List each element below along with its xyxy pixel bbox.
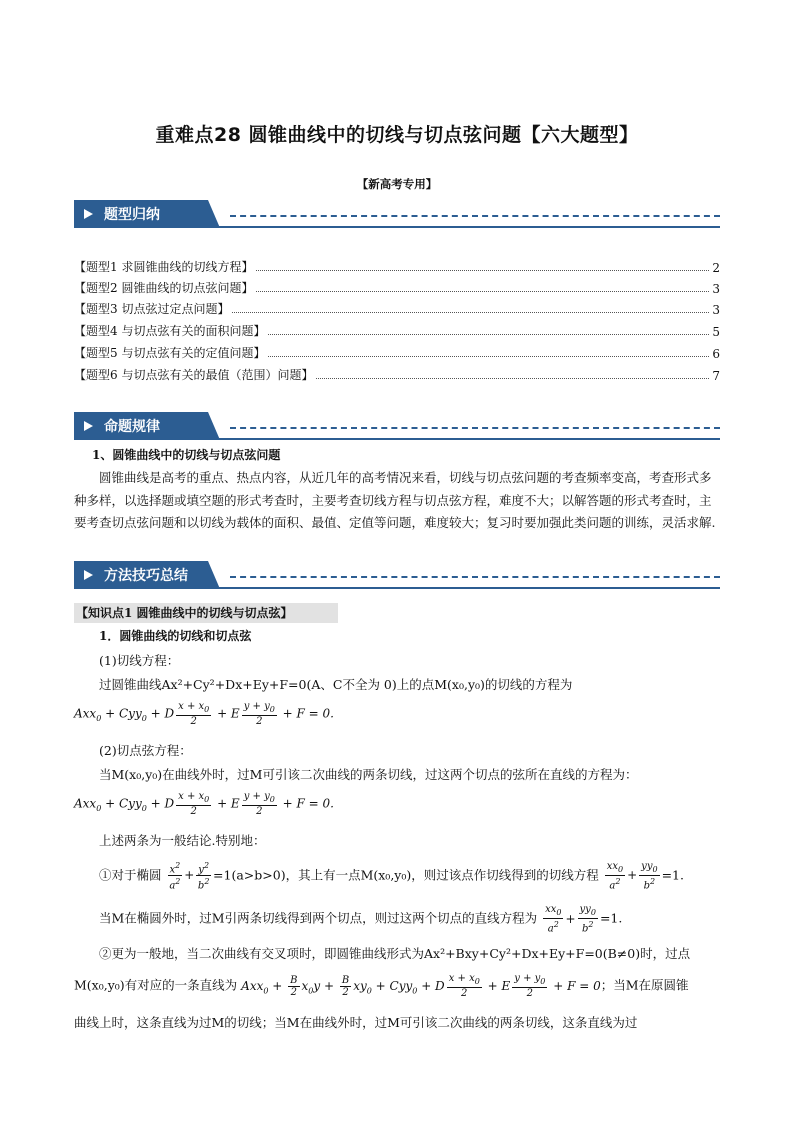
- chord-formula: Axx$_0$ + Cyy$_0$ + D $\frac{x + x_0}{2}$ + E $\frac{y + y_0}{2}$ + F = 0.: [74, 791, 334, 817]
- toc-label: 【题型5 与切点弦有关的定值问题】: [74, 346, 266, 360]
- polar-text-b: ；当M在原圆锥: [600, 977, 689, 993]
- section-header-method: [74, 561, 720, 589]
- toc-page: 3: [712, 282, 720, 296]
- knowledge-point-label: 【知识点1 圆锥曲线中的切线与切点弦】: [74, 603, 338, 623]
- ellipse-formula: $\frac{x^2}{a^2}$ + $\frac{y^2}{b^2}$: [169, 861, 210, 892]
- toc-item[interactable]: [74, 257, 720, 275]
- toc-item[interactable]: [74, 299, 720, 317]
- toc-item[interactable]: [74, 343, 720, 361]
- tangent-title: (1)切线方程：: [99, 653, 180, 668]
- toc-leader: [256, 270, 709, 271]
- tangent-formula: Axx$_0$ + Cyy$_0$ + D $\frac{x + x_0}{2}$ + E $\frac{y + y_0}{2}$ + F = 0.: [74, 701, 334, 727]
- general-note: 上述两条为一般结论.特别地：: [99, 833, 266, 848]
- chord-title: (2)切点弦方程：: [99, 743, 192, 758]
- toc-leader: [268, 356, 709, 357]
- polar-formula: Axx$_0$ + $\frac{B}{2}$ $x_0y$ + $\frac{B}{2}$ $xy_0 + Cyy_0 + D$ $\frac{x + x_0}{2}$ + E $\frac{y + y_0}{2}$ + F = 0: [241, 973, 601, 999]
- underline-bar: [74, 587, 720, 589]
- ellipse-tangent-line: [99, 860, 684, 892]
- method-heading: 1．圆锥曲线的切线和切点弦: [99, 629, 252, 643]
- ellipse-text-c: =1.: [661, 867, 684, 883]
- toc-page: 3: [712, 303, 720, 317]
- play-arrow-icon: [84, 209, 93, 219]
- page-title: 重难点28 圆锥曲线中的切线与切点弦问题【六大题型】: [155, 124, 639, 146]
- polar-line: [74, 973, 689, 999]
- toc-label: 【题型6 与切点弦有关的最值（范围）问题】: [74, 368, 314, 382]
- toc-leader: [268, 334, 709, 335]
- toc-page: 2: [712, 261, 720, 275]
- toc-leader: [316, 378, 709, 379]
- play-arrow-icon: [84, 570, 93, 580]
- dash-divider: [230, 576, 720, 578]
- law-heading: 1、圆锥曲线中的切线与切点弦问题: [92, 448, 281, 462]
- toc-page: 5: [712, 325, 720, 339]
- toc-page: 7: [712, 369, 720, 383]
- tangent-desc: 过圆锥曲线Ax²+Cy²+Dx+Ey+F=0(A、C不全为 0)上的点M(x₀,y₀)的切线的方程为: [99, 677, 573, 692]
- chord-desc: 当M(x₀,y₀)在曲线外时，过M可引该二次曲线的两条切线，过这两个切点的弦所在直线的方程为：: [99, 767, 638, 782]
- toc-label: 【题型4 与切点弦有关的面积问题】: [74, 324, 266, 338]
- toc-label: 【题型1 求圆锥曲线的切线方程】: [74, 260, 254, 274]
- toc-leader: [232, 312, 709, 313]
- ellipse-text-a: ①对于椭圆: [99, 867, 162, 883]
- law-paragraph: 圆锥曲线是高考的重点、热点内容，从近几年的高考情况来看，切线与切点弦问题的考查频率变高，考查形式多种多样，以选择题或填空题的形式考查时，主要考查切线方程与切点弦方程，难度不大；以解答题的形式考查时，主要考查切点弦问题和以切线为载体的面积、最值、定值等问题，难度较大；复习时要加强此类问题的训练，灵活求解.: [74, 470, 716, 530]
- section-header-types: [74, 200, 720, 228]
- ellipse-chord-text: 当M在椭圆外时，过M引两条切线得到两个切点，则过这两个切点的直线方程为: [99, 910, 538, 926]
- dash-divider: [230, 427, 720, 429]
- ellipse-tangent-formula: $\frac{xx_0}{a^2}$ + $\frac{yy_0}{b^2}$: [606, 860, 658, 891]
- toc-leader: [256, 291, 709, 292]
- subtitle: 【新高考专用】: [356, 177, 438, 191]
- underline-bar: [74, 438, 720, 440]
- toc-page: 6: [712, 347, 720, 361]
- toc-item[interactable]: [74, 365, 720, 383]
- ellipse-chord-end: =1.: [599, 910, 623, 926]
- ellipse-chord-formula: $\frac{xx_0}{a^2}$ + $\frac{yy_0}{b^2}$: [545, 904, 596, 935]
- play-arrow-icon: [84, 421, 93, 431]
- underline-bar: [74, 226, 720, 228]
- toc-item[interactable]: [74, 321, 720, 339]
- toc-label: 【题型2 圆锥曲线的切点弦问题】: [74, 281, 254, 295]
- polar-text-a: M(x₀,y₀)有对应的一条直线为: [74, 977, 238, 993]
- section-label: 命题规律: [104, 419, 160, 435]
- ellipse-text-b: =1(a>b>0)，其上有一点M(x₀,y₀)，则过该点作切线得到的切线方程: [213, 867, 599, 883]
- dash-divider: [230, 215, 720, 217]
- polar-note: 曲线上时，这条直线为过M的切线；当M在曲线外时，过M可引该二次曲线的两条切线，这条直线为过: [74, 1015, 638, 1030]
- section-label: 方法技巧总结: [104, 568, 188, 584]
- ellipse-chord-line: [99, 904, 622, 934]
- section-label: 题型归纳: [104, 207, 160, 223]
- toc-item[interactable]: [74, 278, 720, 296]
- section-header-law: [74, 412, 720, 440]
- toc-label: 【题型3 切点弦过定点问题】: [74, 302, 230, 316]
- general-conic-line: ②更为一般地，当二次曲线有交叉项时，即圆锥曲线形式为Ax²+Bxy+Cy²+Dx+Ey+F=0(B≠0)时，过点: [99, 946, 691, 961]
